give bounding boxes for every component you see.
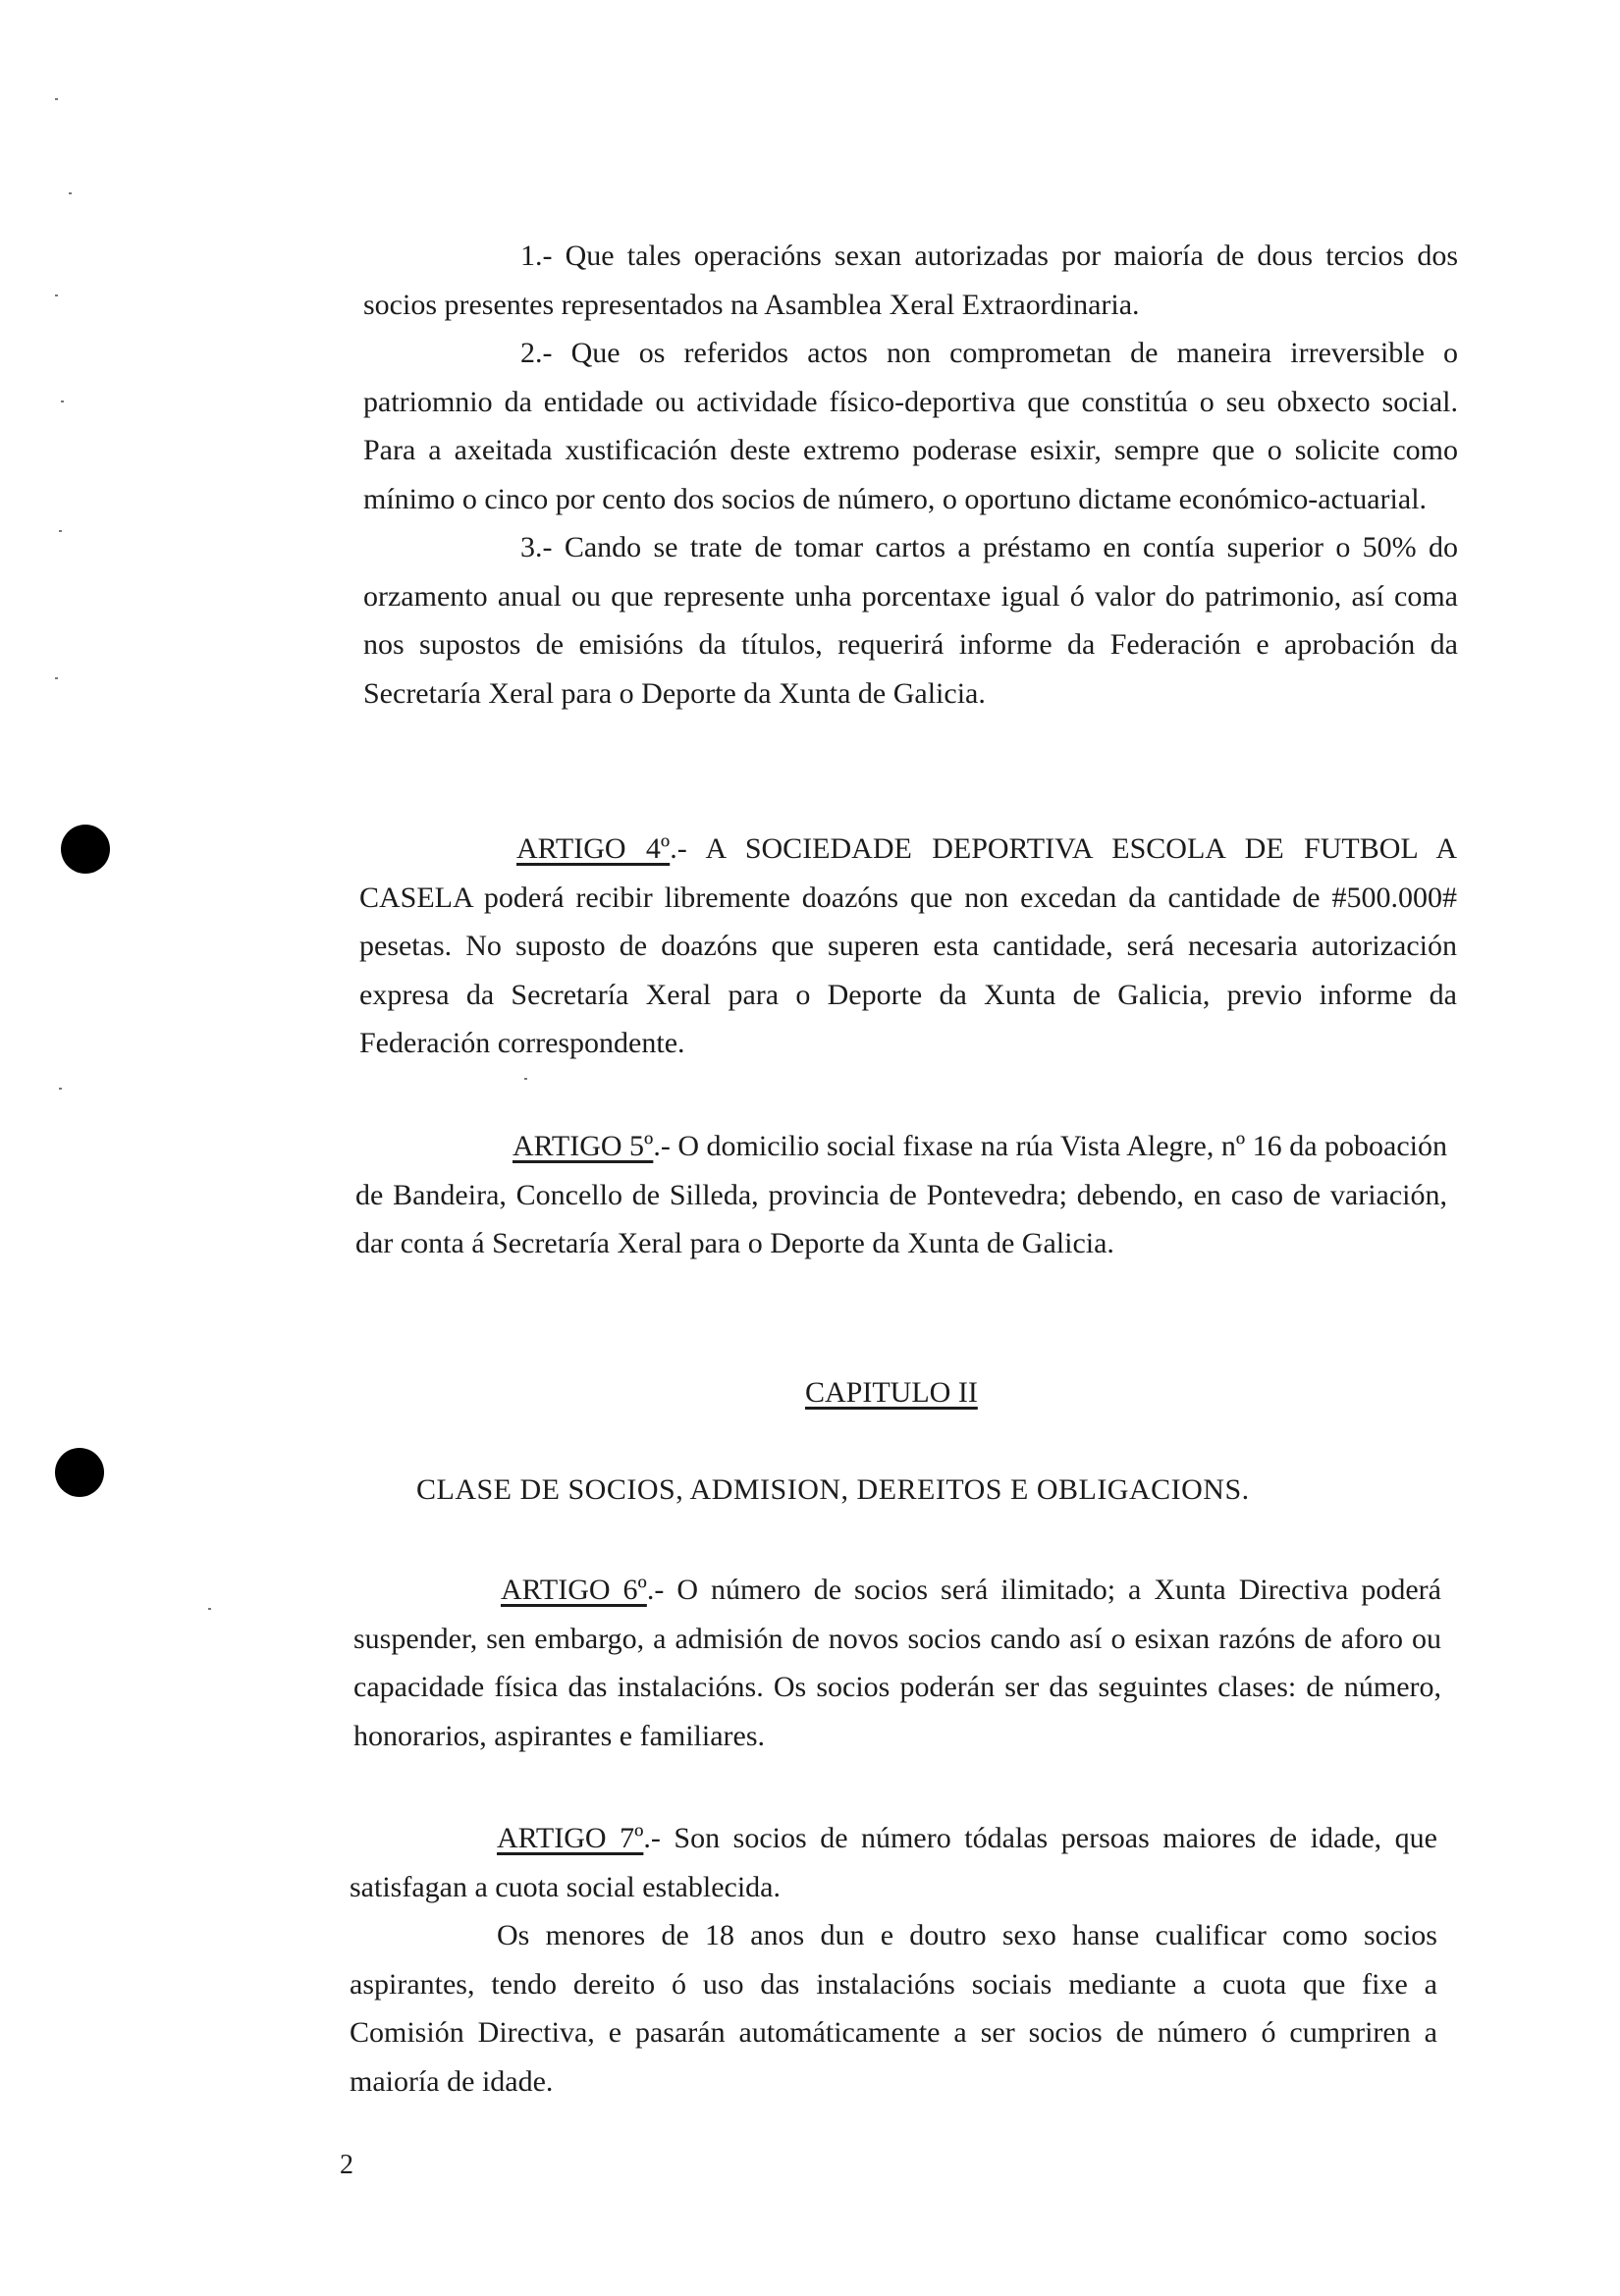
- scan-speck: [59, 1088, 62, 1090]
- chapter-title: CAPITULO II: [805, 1376, 978, 1409]
- article-7: [350, 1814, 1437, 2106]
- article-4-label: ARTIGO 4º: [516, 832, 671, 865]
- items-block: [363, 232, 1458, 718]
- article-7-paragraph-2: Os menores de 18 anos dun e doutro sexo hanse cualificar como socios aspirantes, tendo dereito ó uso das instalacións sociais mediante a cuota que fixe a Comisión Directiva, e pasarán automáticamente a ser socios de número ó cumpriren a maioría de idade.: [350, 1919, 1437, 2098]
- chapter-subtitle: CLASE DE SOCIOS, ADMISION, DEREITOS E OBLIGACIONS.: [416, 1473, 1250, 1506]
- article-7-label: ARTIGO 7º: [497, 1822, 644, 1854]
- article-6: [353, 1566, 1441, 1760]
- scan-speck: [55, 677, 58, 679]
- item-3-paragraph: 3.- Cando se trate de tomar cartos a préstamo en contía superior o 50% do orzamento anual ou que represente unha porcentaxe igual ó valor do patrimonio, así coma nos supostos de emisións da títulos, requerirá informe da Federación e aprobación da Secretaría Xeral para o Deporte da Xunta de Galicia.: [363, 531, 1458, 710]
- article-5-text: .- O domicilio social fixase na rúa Vista Alegre, nº 16 da poboación de Bandeira, Concello de Silleda, provincia de Pontevedra; debendo, en caso de variación, dar conta á Secretaría Xeral para o Deporte da Xunta de Galicia.: [355, 1130, 1447, 1259]
- item-2-paragraph: 2.- Que os referidos actos non comprometan de maneira irreversible o patriomnio da entidade ou actividade físico-deportiva que constitúa o seu obxecto social. Para a axeitada xustificación deste extremo poderase esixir, sempre que o solicite como mínimo o cinco por cento dos socios de número, o oportuno dictame económico-actuarial.: [363, 337, 1458, 515]
- article-5-label: ARTIGO 5º: [513, 1130, 654, 1162]
- article-4-text: .- A SOCIEDADE DEPORTIVA ESCOLA DE FUTBOL A CASELA poderá recibir libremente doazóns que non excedan da cantidade de #500.000# pesetas. No suposto de doazóns que superen esta cantidade, será necesaria autorización expresa da Secretaría Xeral para o Deporte da Xunta de Galicia, previo informe da Federación correspondente.: [359, 832, 1458, 1059]
- scan-speck: [69, 192, 72, 194]
- scan-speck: [55, 98, 58, 100]
- page-number: 2: [340, 2150, 353, 2180]
- article-7-text: .- Son socios de número tódalas persoas maiores de idade, que satisfagan a cuota social establecida.: [350, 1822, 1437, 1903]
- article-4: [359, 825, 1457, 1068]
- item-1-paragraph: 1.- Que tales operacións sexan autorizadas por maioría de dous tercios dos socios presentes representados na Asamblea Xeral Extraordinaria.: [363, 240, 1458, 321]
- article-6-text: .- O número de socios será ilimitado; a Xunta Directiva poderá suspender, sen embargo, a admisión de novos socios cando así o esixan razóns de aforo ou capacidade física das instalacións. Os socios poderán ser das seguintes clases: de número, honorarios, aspirantes e familiares.: [353, 1574, 1441, 1752]
- scan-speck: [59, 530, 62, 532]
- scan-speck: [55, 294, 58, 296]
- scan-speck: [524, 1078, 527, 1080]
- article-6-label: ARTIGO 6º: [501, 1574, 647, 1606]
- article-5: [355, 1122, 1447, 1268]
- punch-hole-top: [61, 825, 110, 874]
- scan-speck: [208, 1608, 211, 1610]
- punch-hole-bottom: [55, 1448, 104, 1497]
- scan-speck: [61, 400, 64, 402]
